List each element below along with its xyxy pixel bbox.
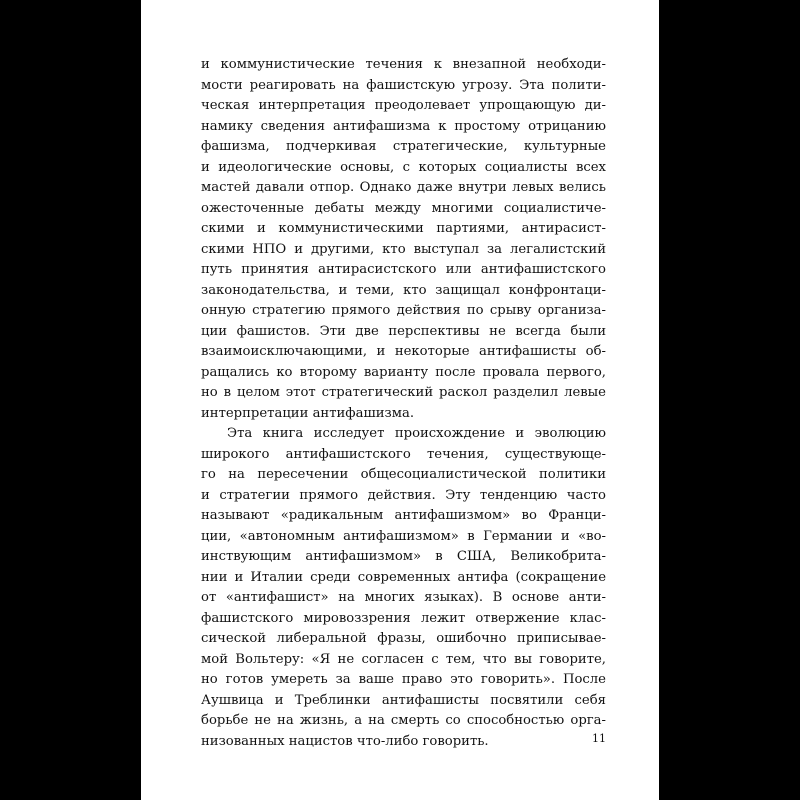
text-line: мости реагировать на фашистскую угрозу. Эта полити- (201, 77, 606, 93)
text-line: и стратегии прямого действия. Эту тенденцию часто (201, 487, 606, 503)
text-line: фашизма, подчеркивая стратегические, культурные (201, 139, 606, 154)
text-line: широкого антифашистского течения, существующе- (201, 446, 606, 462)
text-line: интерпретации антифашизма. (201, 405, 415, 421)
text-line: скими НПО и другими, кто выступал за легалистский (201, 241, 606, 257)
text-line: мастей давали отпор. Однако даже внутри левых велись (201, 180, 606, 195)
text-line: ческая интерпретация преодолевает упрощающую ди- (201, 98, 606, 113)
body-text (201, 55, 606, 752)
text-line: ции фашистов. Эти две перспективы не всегда были (201, 323, 606, 339)
page-number: 11 (592, 732, 606, 745)
text-line: Эта книга исследует происхождение и эволюцию (227, 426, 606, 441)
text-line: мой Вольтеру: «Я не согласен с тем, что вы говорите, (201, 651, 606, 667)
text-line: нии и Италии среди современных антифа (сокращение (201, 569, 606, 585)
text-line: и идеологические основы, с которых социалисты всех (201, 159, 606, 175)
text-line: фашистского мировоззрения лежит отвержение клас- (201, 610, 606, 626)
text-line: взаимоисключающими, и некоторые антифашисты об- (201, 344, 606, 359)
text-line: скими и коммунистическими партиями, антирасист- (201, 221, 606, 236)
text-line: ции, «автономным антифашизмом» в Германии и «во- (201, 528, 606, 544)
text-line: сической либеральной фразы, ошибочно приписывае- (201, 631, 606, 646)
paragraph-2 (201, 424, 606, 752)
paragraph-1 (201, 55, 606, 424)
text-line: и коммунистические течения к внезапной необходи- (201, 57, 606, 72)
text-line: но в целом этот стратегический раскол разделил левые (201, 385, 606, 400)
text-line: онную стратегию прямого действия по срыву организа- (201, 303, 606, 318)
text-line: называют «радикальным антифашизмом» во Франци- (201, 508, 606, 523)
text-line: от «антифашист» на многих языках). В основе анти- (201, 590, 606, 605)
text-line: борьбе не на жизнь, а на смерть со способностью орга- (201, 713, 606, 728)
text-line: намику сведения антифашизма к простому отрицанию (201, 118, 606, 134)
text-line: го на пересечении общесоциалистической политики (201, 467, 606, 482)
text-line: но готов умереть за ваше право это говорить». После (201, 672, 606, 687)
text-line: законодательства, и теми, кто защищал конфронтаци- (201, 282, 606, 298)
text-line: инствующим антифашизмом» в США, Великобрита- (201, 549, 606, 564)
text-line: низованных нацистов что-либо говорить. (201, 733, 489, 749)
text-line: Аушвица и Треблинки антифашисты посвятили себя (201, 692, 606, 708)
book-page (141, 0, 659, 800)
text-line: путь принятия антирасистского или антифашистского (201, 262, 606, 277)
text-line: ожесточенные дебаты между многими социалистиче- (201, 200, 606, 216)
text-line: ращались ко второму варианту после провала первого, (201, 364, 606, 380)
